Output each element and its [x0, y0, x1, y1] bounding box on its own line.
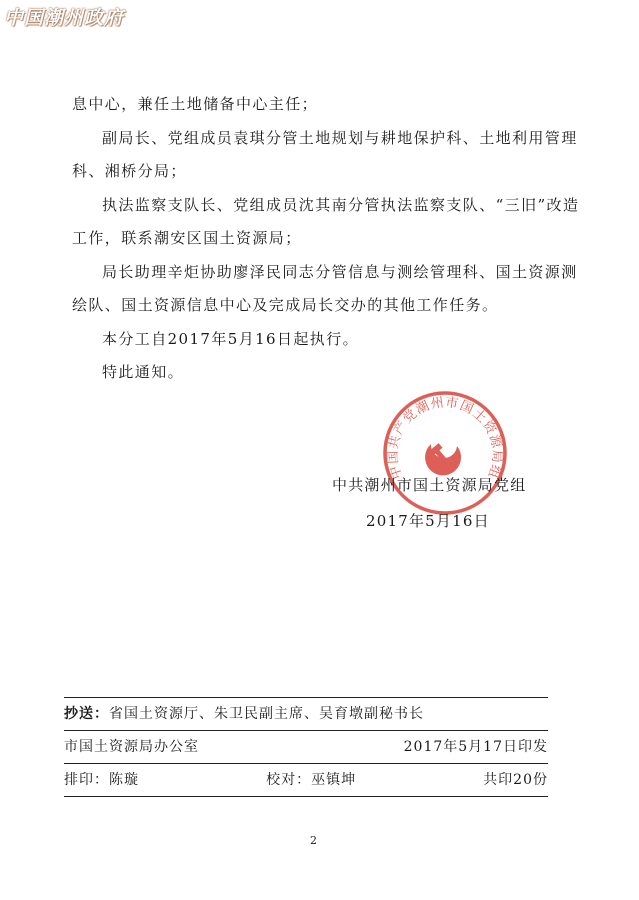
issuer-row — [64, 731, 548, 763]
paragraph-assistant: 局长助理辛炬协助廖泽民同志分管信息与测绘管理科、国土资源测绘队、国土资源信息中心及完成局长交办的其他工作任务。 — [72, 262, 578, 314]
issuer-office: 市国土资源局办公室 — [64, 739, 199, 755]
paragraph-effective-date: 本分工自2017年5月16日起执行。 — [102, 329, 360, 348]
document-body — [72, 88, 592, 390]
paragraph-deputy-director: 副局长、党组成员袁琪分管土地规划与耕地保护科、土地利用管理科、湘桥分局； — [72, 128, 578, 180]
paragraph-continuation: 息中心，兼任土地储备中心主任； — [72, 95, 319, 113]
cc-row — [64, 698, 548, 730]
issue-date: 2017年5月17日印发 — [403, 739, 548, 755]
paragraph-enforcement: 执法监察支队长、党组成员沈其南分管执法监察支队、“三旧”改造工作，联系潮安区国土资源局； — [72, 195, 580, 247]
signing-date: 2017年5月16日 — [366, 512, 490, 530]
signing-organization: 中共潮州市国土资源局党组 — [332, 476, 527, 494]
typeset-name: 陈璇 — [109, 772, 139, 788]
proof-name: 巫镇坤 — [311, 772, 357, 788]
page-number: 2 — [310, 834, 317, 847]
watermark-logo: 中国潮州政府 — [4, 7, 125, 29]
proof-label: 校对： — [266, 772, 312, 788]
signature-block — [332, 467, 552, 539]
seal-text: 中国共产党潮州市国土资源局组 — [385, 395, 505, 481]
divider-bottom — [64, 796, 548, 797]
typeset-label: 排印： — [64, 772, 109, 788]
paragraph-notice: 特此通知。 — [102, 363, 185, 381]
cc-recipients: 省国土资源厅、朱卫民副主席、吴育墩副秘书长 — [109, 706, 424, 722]
distribution-block — [64, 697, 548, 797]
print-copies: 共印20份 — [483, 772, 548, 788]
print-row — [64, 764, 548, 796]
cc-label: 抄送： — [64, 706, 109, 722]
